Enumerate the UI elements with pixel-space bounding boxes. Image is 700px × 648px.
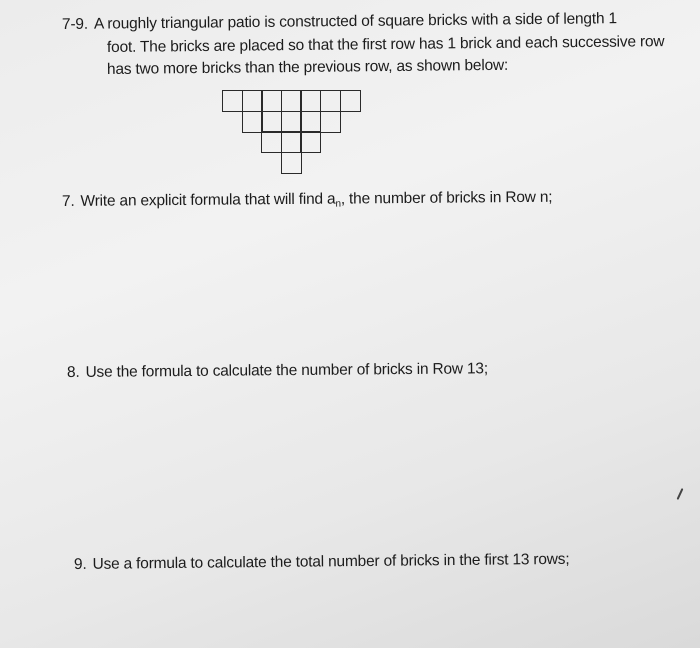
brick: [261, 131, 282, 153]
problem-line-1: [62, 10, 617, 34]
brick: [281, 111, 302, 133]
brick: [281, 152, 302, 174]
brick: [340, 90, 361, 112]
problem-line-3: has two more bricks than the previous row, as shown below:: [106, 56, 509, 78]
pen-mark: [677, 488, 684, 500]
brick: [261, 111, 282, 133]
brick-row-3: [261, 131, 321, 153]
brick: [281, 90, 302, 112]
brick: [281, 131, 302, 153]
question-7-text-after: , the number of bricks in Row n;: [340, 188, 553, 208]
problem-number: 7-9.: [61, 15, 89, 33]
brick: [300, 90, 321, 112]
problem-text-line-1: A roughly triangular patio is constructed of square bricks with a side of length 1: [93, 10, 617, 33]
question-7-text-before: Write an explicit formula that will find a: [80, 190, 336, 210]
brick: [300, 111, 321, 133]
brick: [261, 90, 282, 112]
question-9-number: 9.: [73, 555, 87, 573]
brick-row-1: [222, 90, 361, 112]
problem-line-2: foot. The bricks are placed so that the first row has 1 brick and each successive row: [106, 33, 665, 56]
brick: [320, 90, 341, 112]
question-9-text: Use a formula to calculate the total number of bricks in the first 13 rows;: [92, 550, 570, 573]
question-7-number: 7.: [61, 192, 75, 210]
question-8: [67, 360, 488, 382]
brick-row-2: [242, 111, 341, 133]
question-7: [62, 189, 553, 212]
question-9: [74, 551, 570, 574]
brick: [300, 131, 321, 153]
question-8-number: 8.: [66, 363, 80, 381]
brick: [242, 111, 263, 133]
brick: [320, 111, 341, 133]
question-7-subscript: n: [335, 198, 341, 210]
brick-row-4: [281, 152, 302, 174]
question-8-text: Use the formula to calculate the number of bricks in Row 13;: [85, 360, 488, 381]
brick: [242, 90, 263, 112]
brick: [222, 90, 243, 112]
